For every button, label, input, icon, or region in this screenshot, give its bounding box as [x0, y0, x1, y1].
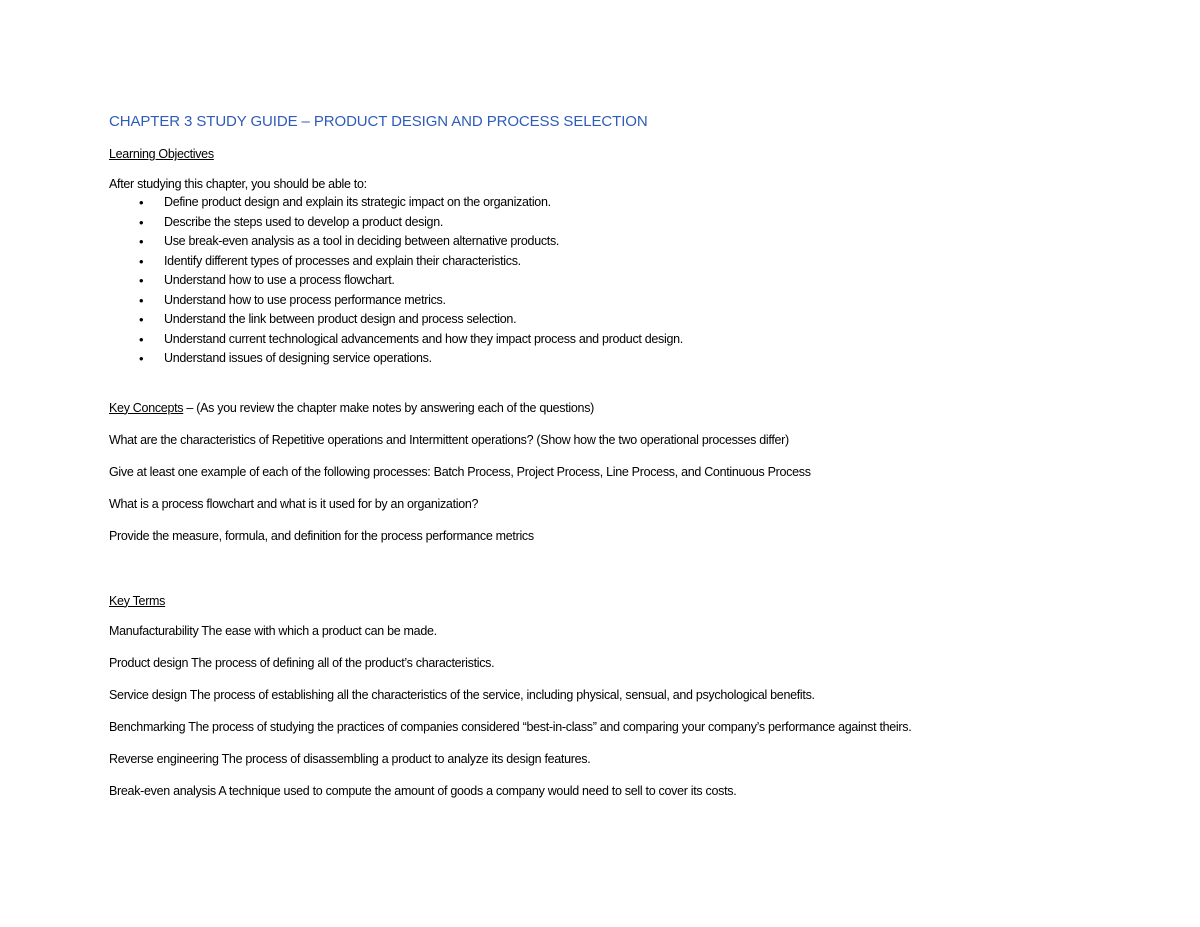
objective-text: Define product design and explain its strategic impact on the organization.	[164, 195, 551, 209]
bullet-icon: •	[139, 195, 144, 210]
key-term: Break-even analysis A technique used to compute the amount of goods a company would need to sell to cover its costs.	[109, 783, 737, 798]
learning-objectives-heading: Learning Objectives	[109, 147, 214, 161]
section-spacer	[109, 560, 1179, 593]
key-concept-question: What are the characteristics of Repetitive operations and Intermittent operations? (Show how the two operational processes differ)	[109, 432, 789, 447]
objective-text: Identify different types of processes and explain their characteristics.	[164, 253, 521, 268]
objective-text: Use break-even analysis as a tool in deciding between alternative products.	[164, 234, 560, 248]
key-terms-heading: Key Terms	[109, 593, 166, 608]
key-term: Reverse engineering The process of disassembling a product to analyze its design features.	[109, 751, 591, 766]
key-concept-question: Provide the measure, formula, and definition for the process performance metrics	[109, 528, 534, 543]
bullet-icon: •	[139, 351, 144, 366]
bullet-icon: •	[139, 292, 144, 308]
objective-text: Understand issues of designing service operations.	[164, 351, 432, 365]
objective-text: Understand current technological advancements and how they impact process and product design.	[164, 331, 683, 346]
key-term: Service design The process of establishing all the characteristics of the service, including physical, sensual, and psychological benefits.	[109, 687, 815, 702]
key-concepts-heading: Key Concepts	[109, 400, 184, 415]
bullet-icon: •	[139, 214, 144, 230]
objective-text: Understand how to use process performance metrics.	[164, 292, 446, 307]
bullet-icon: •	[139, 234, 144, 249]
key-concepts-line	[109, 400, 1179, 416]
learning-objectives-intro: After studying this chapter, you should be able to:	[109, 177, 367, 191]
list-item	[109, 310, 1179, 330]
key-concepts-note: – (As you review the chapter make notes by answering each of the questions)	[183, 400, 595, 415]
bullet-icon: •	[139, 253, 144, 269]
objective-text: Describe the steps used to develop a product design.	[164, 214, 444, 229]
key-term: Product design The process of defining all of the product’s characteristics.	[109, 655, 495, 670]
list-item	[109, 193, 1179, 213]
bullet-icon: •	[139, 331, 144, 347]
objective-text: Understand the link between product design and process selection.	[164, 312, 517, 326]
list-item	[109, 252, 1179, 272]
key-concept-question: Give at least one example of each of the following processes: Batch Process, Project Process, Line Process, and Continuous Process	[109, 464, 811, 479]
key-term: Manufacturability The ease with which a product can be made.	[109, 623, 437, 638]
section-spacer	[109, 369, 1179, 400]
list-item	[109, 271, 1179, 291]
bullet-icon: •	[139, 273, 144, 288]
objective-text: Understand how to use a process flowchart.	[164, 273, 395, 287]
list-item	[109, 213, 1179, 233]
document-content	[109, 112, 1179, 815]
list-item	[109, 291, 1179, 311]
list-item	[109, 330, 1179, 350]
list-item	[109, 349, 1179, 369]
page-title: CHAPTER 3 STUDY GUIDE – PRODUCT DESIGN AND PROCESS SELECTION	[109, 113, 648, 130]
key-term: Benchmarking The process of studying the practices of companies considered “best-in-class” and comparing your company’s performance against theirs.	[109, 719, 912, 734]
key-concept-question: What is a process flowchart and what is it used for by an organization?	[109, 496, 479, 511]
bullet-icon: •	[139, 312, 144, 327]
list-item	[109, 232, 1179, 252]
learning-objectives-list	[109, 193, 1179, 369]
